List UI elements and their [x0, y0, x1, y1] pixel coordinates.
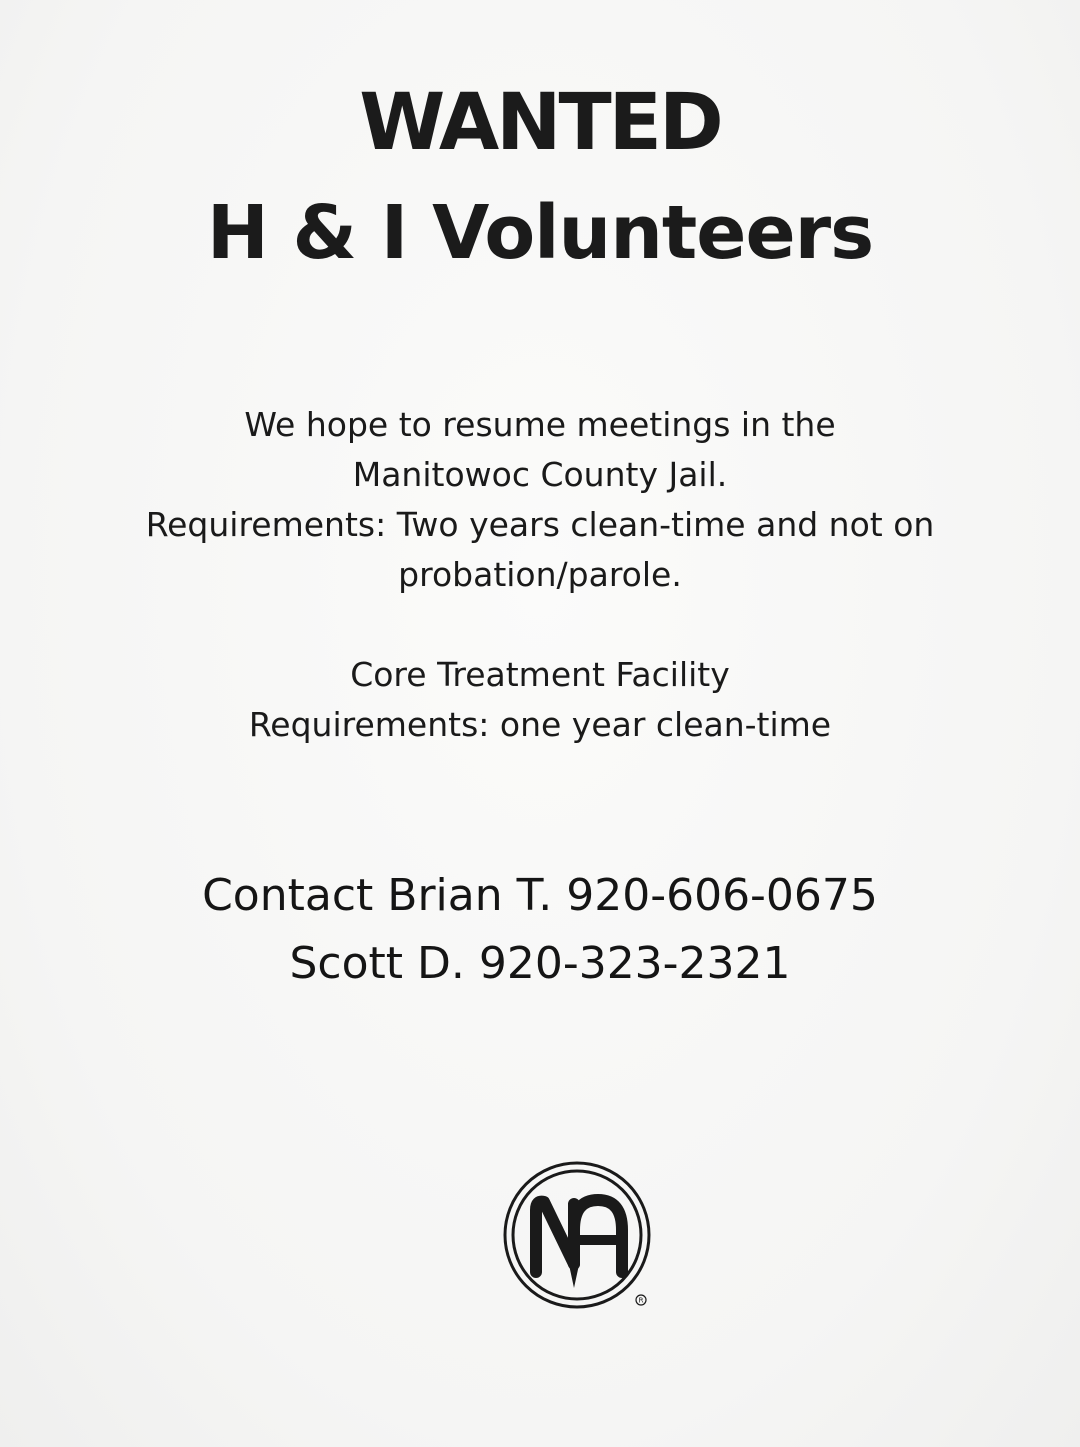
- na-logo-icon: [502, 1160, 652, 1310]
- jail-requirements-line: probation/parole.: [398, 555, 682, 594]
- jail-requirements-line: Requirements: Two years clean-time and not on: [145, 505, 935, 544]
- jail-line: Manitowoc County Jail.: [352, 455, 728, 494]
- core-facility-name: Core Treatment Facility: [350, 655, 730, 694]
- jail-section: [0, 400, 1080, 600]
- registered-trademark-icon: [635, 1294, 647, 1306]
- contact-scott: Scott D. 920-323-2321: [289, 938, 791, 989]
- contact-brian: Contact Brian T. 920-606-0675: [202, 870, 878, 921]
- page-subtitle: H & I Volunteers: [206, 190, 874, 276]
- page-title: WANTED: [359, 78, 721, 168]
- jail-line: We hope to resume meetings in the: [244, 405, 836, 444]
- svg-text:R: R: [638, 1296, 644, 1305]
- core-section: [0, 650, 1080, 750]
- core-requirements-line: Requirements: one year clean-time: [248, 705, 832, 744]
- contact-section: [0, 862, 1080, 998]
